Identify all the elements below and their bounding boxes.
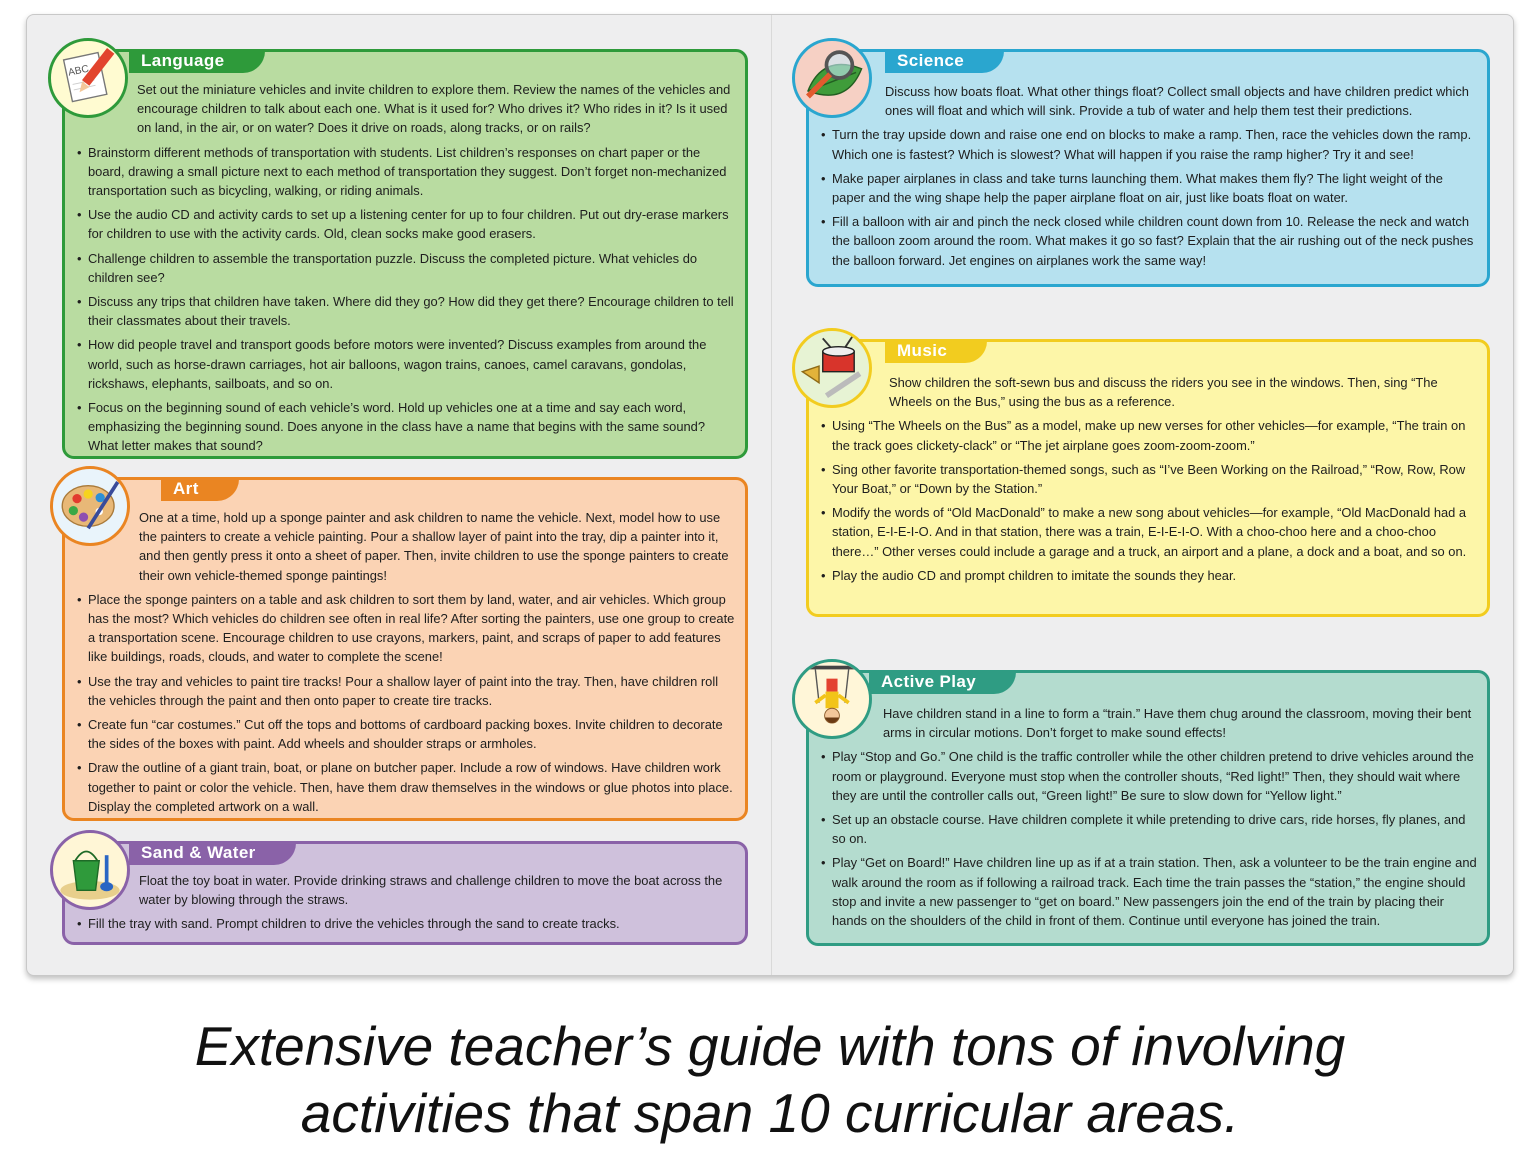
list-item: • Focus on the beginning sound of each vehicle’s word. Hold up vehicles one at a time and say each word, emphasizing the beginning sound. Does anyone in the class have a name that begins with the same sound? What letter makes that sound? [77,398,735,456]
list-item: One at a time, hold up a sponge painter and ask children to name the vehicle. Next, model how to use the painters to create a vehicle painting. Pour a shallow layer of paint into the tray, dip a painter into it, and then gently press it onto a sheet of paper. Then, invite children to use the sponge painters to create their own vehicle-themed sponge paintings! [139,510,729,583]
list-item: Show children the soft-sewn bus and discuss the riders you see in the windows. Then, sing “The Wheels on the Bus,” using the bus as a reference. [889,375,1438,410]
language-title: Language [129,49,265,73]
list-item: • Fill the tray with sand. Prompt children to drive the vehicles through the sand to create tracks. [77,914,735,933]
caption-line-2: activities that span 10 curricular areas. [300,1082,1240,1144]
music-section [806,339,1490,617]
list-item: • Modify the words of “Old MacDonald” to make a new song about vehicles—for example, “Old MacDonald had a station, E-I-E-I-O. And in that station, there was a train, E-I-E-I-O. With a choo-choo here and a choo-choo there…” Other verses could include a garage and a truck, an airport and a plane, a dock and a boat, and so on. [821,503,1477,561]
language-items [77,80,735,456]
list-item: • How did people travel and transport goods before motors were invented? Discuss examples from around the world, such as horse-drawn carriages, hot air balloons, wagon trains, canoes, camel caravans, gondolas, rickshaws, elephants, sailboats, and so on. [77,335,735,393]
paper-pencil-icon [48,38,128,118]
list-item: • Sing other favorite transportation-themed songs, such as “I’ve Been Working on the Railroad,” “Row, Row, Row Your Boat,” or “Down by the Station.” [821,460,1477,498]
list-item: • Fill a balloon with air and pinch the neck closed while children count down from 10. Release the neck and watch the balloon zoom around the room. What makes it go so fast? Explain that the air rushing out of the neck pushes the balloon forward. Jet engines on airplanes work the same way! [821,212,1477,270]
list-item: • Use the tray and vehicles to paint tire tracks! Pour a shallow layer of paint into the tray. Then, have children roll the vehicles through the paint and then onto paper to create tire tracks. [77,672,735,710]
list-item: • Set up an obstacle course. Have children complete it while pretending to drive cars, ride horses, fly planes, and so on. [821,810,1477,848]
list-item: Discuss how boats float. What other things float? Collect small objects and have children predict which ones will float and which will sink. Provide a tub of water and help them test their predictions. [885,84,1469,119]
sand-water-section [62,841,748,945]
music-title: Music [885,339,987,363]
science-title: Science [885,49,1004,73]
list-item: • Make paper airplanes in class and take turns launching them. What makes them fly? The light weight of the paper and the wing shape help the paper airplane float on air, just like boats float on water. [821,169,1477,207]
list-item: • Play “Get on Board!” Have children line up as if at a train station. Then, ask a volunteer to be the train engine and walk around the room as if following a railroad track. Each time the train passes the “station,” the engine should stop and invite a new passenger to “get on board.” New passengers join the end of the train by placing their hands on the shoulders of the child in front of them. Continue until everyone has joined the train. [821,853,1477,930]
science-section [806,49,1490,287]
music-items [821,373,1477,585]
svg-text:ABC: ABC [67,63,90,79]
active-play-items [821,704,1477,930]
list-item: • Turn the tray upside down and raise one end on blocks to make a ramp. Then, race the vehicles down the ramp. Which one is fastest? Which is slowest? What will happen if you raise the ramp higher? Try it and see! [821,125,1477,163]
list-item: • Draw the outline of a giant train, boat, or plane on butcher paper. Include a row of windows. Have children work together to paint or color the vehicle. Then, have them draw themselves in the windows or glue photos into place. Display the completed artwork on a wall. [77,758,735,816]
magnifying-glass-leaf-icon [792,38,872,118]
list-item: • Brainstorm different methods of transportation with students. List children’s responses on chart paper or the board, drawing a small picture next to each method of transportation they suggest. Don’t forget non-mechanized transportation such as bicycling, walking, or riding animals. [77,143,735,201]
list-item: Float the toy boat in water. Provide drinking straws and challenge children to move the boat across the water by blowing through the straws. [139,873,723,908]
sand-bucket-icon [50,830,130,910]
page-fold [771,15,773,975]
list-item: Have children stand in a line to form a “train.” Have them chug around the classroom, moving their bent arms in circular motions. Don’t forget to make sound effects! [883,706,1472,741]
list-item: • Using “The Wheels on the Bus” as a model, make up new verses for other vehicles—for example, “The train on the track goes clickety-clack” or “The jet airplane goes zoom-zoom-zoom.” [821,416,1477,454]
palette-icon [50,466,130,546]
art-title: Art [161,477,239,501]
list-item: • Discuss any trips that children have taken. Where did they go? How did they get there? Encourage children to tell their classmates about their travels. [77,292,735,330]
list-item: • Place the sponge painters on a table and ask children to sort them by land, water, and air vehicles. Which group has the most? Which vehicles do children see often in real life? After sorting the painters, use one group to create a transportation scene. Encourage children to use crayons, markers, paint, and scraps of paper to add features like buildings, roads, clouds, and water to complete the scene! [77,590,735,667]
sand-water-items [77,871,735,934]
list-item: Set out the miniature vehicles and invite children to explore them. Review the names of the vehicles and encourage children to talk about each one. What is it used for? Who drives it? Who rides in it? Is it used on land, in the air, or on water? Does it drive on roads, along tracks, or on rails? [137,82,731,136]
list-item: • Create fun “car costumes.” Cut off the tops and bottoms of cardboard packing boxes. Invite children to decorate the sides of the boxes with paint. Add wheels and shoulder straps or armholes. [77,715,735,753]
list-item: • Challenge children to assemble the transportation puzzle. Discuss the completed picture. What vehicles do children see? [77,249,735,287]
active-play-section [806,670,1490,946]
child-on-swing-icon [792,659,872,739]
art-section [62,477,748,821]
art-items [77,508,735,816]
active-play-title: Active Play [869,670,1016,694]
science-items [821,82,1477,270]
list-item: • Play the audio CD and prompt children to imitate the sounds they hear. [821,566,1477,585]
drum-horn-flute-icon [792,328,872,408]
caption-line-1: Extensive teacher’s guide with tons of involving [194,1015,1346,1077]
sand-water-title: Sand & Water [129,841,296,865]
language-section [62,49,748,459]
list-item: • Play “Stop and Go.” One child is the traffic controller while the other children pretend to drive vehicles around the room or playground. Everyone must stop when the controller shouts, “Red light!” Then, they should wait where they are until the controller calls out, “Green light!” Be sure to slow down for “Yellow light.” [821,747,1477,805]
list-item: • Use the audio CD and activity cards to set up a listening center for up to four children. Put out dry-erase markers for children to use with the activity cards. Old, clean socks make good erasers. [77,205,735,243]
